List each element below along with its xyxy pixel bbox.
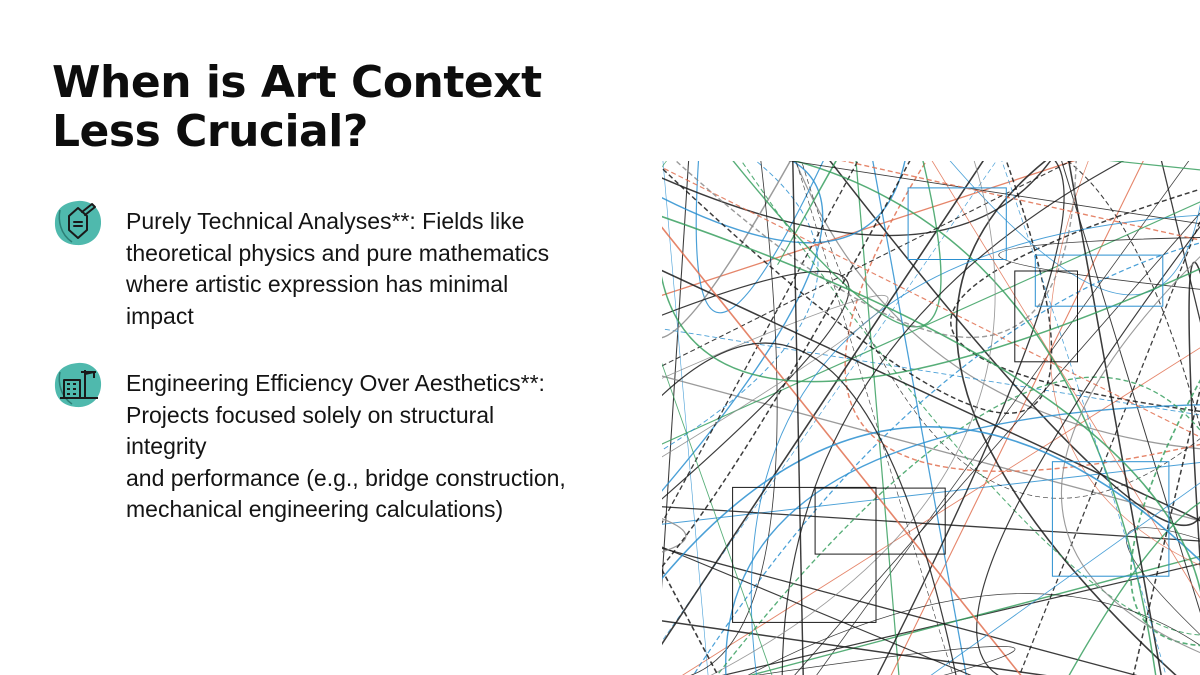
building-crane-icon xyxy=(52,360,104,410)
pattern-line xyxy=(1050,161,1200,568)
pattern-line xyxy=(662,161,1089,297)
pattern-drafting-image xyxy=(662,161,1200,675)
pattern-line xyxy=(662,161,1052,413)
pattern-line xyxy=(726,405,1200,675)
pattern-line xyxy=(872,161,967,675)
bullet-text: Engineering Efficiency Over Aesthetics**: Projects focused solely on structural integrity and performance (e.g., bridge construction, mechanical engineering calculations) xyxy=(126,370,566,522)
pattern-line xyxy=(662,161,912,573)
pattern-line xyxy=(1160,161,1200,341)
pattern-line xyxy=(739,594,1200,675)
ruler-pen-icon xyxy=(52,198,104,248)
pattern-drafting-sheet-icon xyxy=(662,161,1200,675)
pattern-line xyxy=(1061,252,1200,655)
pattern-line xyxy=(662,215,1200,621)
pattern-line xyxy=(662,375,1200,523)
pattern-line xyxy=(1131,372,1200,646)
pattern-line xyxy=(662,561,720,675)
pattern-line xyxy=(729,161,941,327)
pattern-line xyxy=(662,161,1081,368)
bullet-text: Purely Technical Analyses**: Fields like theoretical physics and pure mathematics where artistic expression has minimal impact xyxy=(126,208,550,329)
slide-title: When is Art Context Less Crucial? xyxy=(52,57,542,157)
pattern-line xyxy=(662,545,982,675)
pattern-line xyxy=(663,161,709,675)
pattern-line xyxy=(889,161,1146,675)
